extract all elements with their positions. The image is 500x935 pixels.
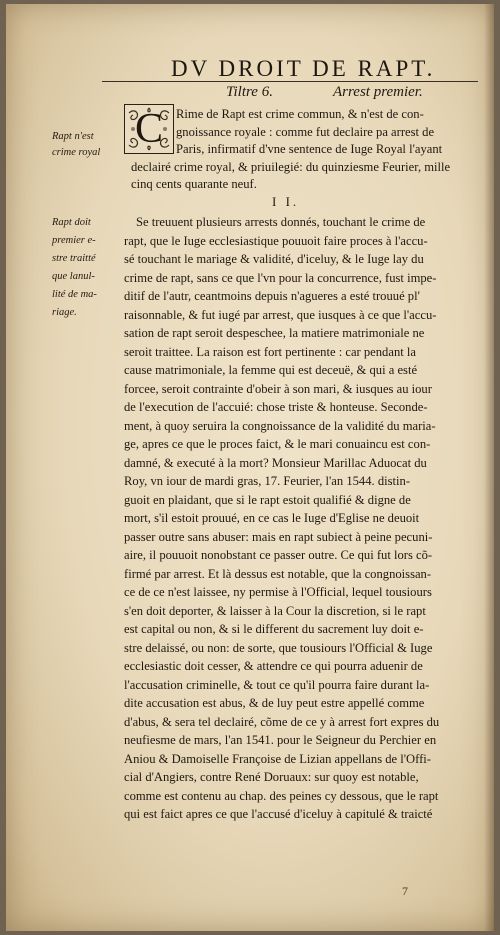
text-line: est capital ou non, & si le different du sacrement luy doit e-: [124, 622, 424, 636]
section-number: I I.: [272, 194, 300, 209]
text-line: Paris, infirmatif d'vne sentence de Iuge Royal l'ayant: [176, 142, 443, 156]
text-line: de l'execution de l'accuié: chose triste & honteuse. Seconde-: [124, 400, 428, 414]
book-page: [6, 4, 494, 931]
text-line: rapt, que le Iuge ecclesiastique pouuoit faire proces à l'accu-: [124, 233, 428, 248]
text-line: guoit en plaidant, que si le rapt estoit qualifié & digne de: [124, 492, 411, 507]
text-line: gnoissance royale : comme fut declaire pa arrest de: [176, 124, 435, 139]
running-title: DV DROIT DE RAPT.: [171, 56, 436, 81]
text-line: sation de rapt seroit despeschee, la matiere matrimoniale ne: [124, 326, 425, 340]
text-line: seroit traittee. La raison est fort pertinente : car pendant la: [124, 344, 416, 359]
text-line: crime de rapt, sans ce que l'vn pour la concurrence, fust impe-: [124, 270, 437, 285]
text-line: ce de ce n'est laissee, ny permise à l'Official, lequel tousiours: [124, 585, 432, 599]
text-line: ditif de l'autr, ceantmoins depuis n'agueres a esté trouué pl': [124, 289, 420, 303]
text-line: Rime de Rapt est crime commun, & n'est de con-: [176, 107, 424, 121]
text-line: s'en doit deporter, & laisser à la Cour la discretion, si le rapt: [124, 603, 426, 618]
margin-note-line: lité de ma-: [52, 289, 97, 300]
text-line: Aniou & Damoiselle Françoise de Lizian appellans de l'Offi-: [124, 751, 431, 766]
margin-note-line: Rapt n'est: [52, 131, 94, 142]
text-line: passer outre sans abuser: mais en rapt subiect à peine pecuni-: [124, 529, 433, 544]
text-line: neufiesme de mars, l'an 1541. pour le Seigneur du Perchier en: [124, 733, 437, 747]
text-line: l'accusation criminelle, & tout ce qu'il pourra faire durant la-: [124, 677, 430, 692]
text-line: qui est faict apres ce que l'accusé d'iceluy à capitulé & traicté: [124, 807, 433, 821]
text-line: ecclesiastic doit cesser, & attendre ce qui pourra aduenir de: [124, 659, 423, 673]
text-line: comme est contenu au chap. des peines cy dessous, que le rapt: [124, 788, 439, 803]
header-rule: [102, 81, 478, 82]
text-line: damné, & executé à la mort? Monsieur Marillac Aduocat du: [124, 455, 427, 470]
text-line: aire, il pouuoit nonobstant ce passer outre. Ce qui fut lors cõ-: [124, 548, 433, 562]
text-line: cial d'Angiers, contre René Doruaux: sur quoy est notable,: [124, 770, 419, 784]
arrest-heading: Arrest premier.: [333, 84, 423, 100]
page-gutter-shadow: [484, 4, 494, 931]
margin-note-line: crime royal: [52, 147, 101, 158]
margin-note-line: riage.: [52, 307, 77, 318]
text-line: sé touchant le mariage & validité, d'iceluy, & le Iuge lay du: [124, 252, 424, 266]
text-line: Roy, vn iour de mardi gras, 17. Feurier, l'an 1544. distin-: [124, 474, 411, 488]
text-line: cause matrimoniale, la femme qui est deceuë, & qui a esté: [124, 363, 418, 377]
text-line: raisonnable, & fut iugé par arrest, que iusques à ce que l'accu-: [124, 307, 437, 322]
text-line: cinq cents quarante neuf.: [131, 177, 257, 191]
text-line: dite accusation est abus, & de luy peut estre appellé comme: [124, 696, 425, 710]
margin-note-line: premier e-: [52, 235, 96, 246]
text-line: forcee, seroit contrainte d'obeir à son mari, & iusques au iour: [124, 381, 432, 396]
margin-note-line: Rapt doit: [52, 217, 91, 228]
text-line: stre delaissé, ou non: de sorte, que tousiours l'Official & Iuge: [124, 640, 433, 655]
margin-note-line: stre traitté: [52, 253, 96, 264]
title-number: Tiltre 6.: [226, 84, 273, 100]
dropcap-letter: C: [134, 106, 163, 152]
text-line: mort, s'il estoit prouué, en ce cas le Iuge d'Eglise ne deuoit: [124, 511, 420, 525]
page-mark: 7: [402, 884, 408, 898]
text-line: ment, à quoy seruira la congnoissance de la validité du maria-: [124, 418, 436, 433]
text-line: d'abus, & sera tel declairé, cõme de ce y à arrest fort expres du: [124, 714, 440, 729]
ornamental-dropcap: [124, 104, 174, 154]
text-line: ge, apres ce que le proces faict, & le mari conuaincu est con-: [124, 437, 431, 451]
margin-note-line: que lanul-: [52, 271, 95, 282]
text-line: Se treuuent plusieurs arrests donnés, touchant le crime de: [136, 215, 426, 229]
text-line: declairé crime royal, & priuilegié: du quinziesme Feurier, mille: [131, 159, 451, 174]
text-line: firmé par arrest. Et là dessus est notable, que la congnoissan-: [124, 566, 432, 581]
